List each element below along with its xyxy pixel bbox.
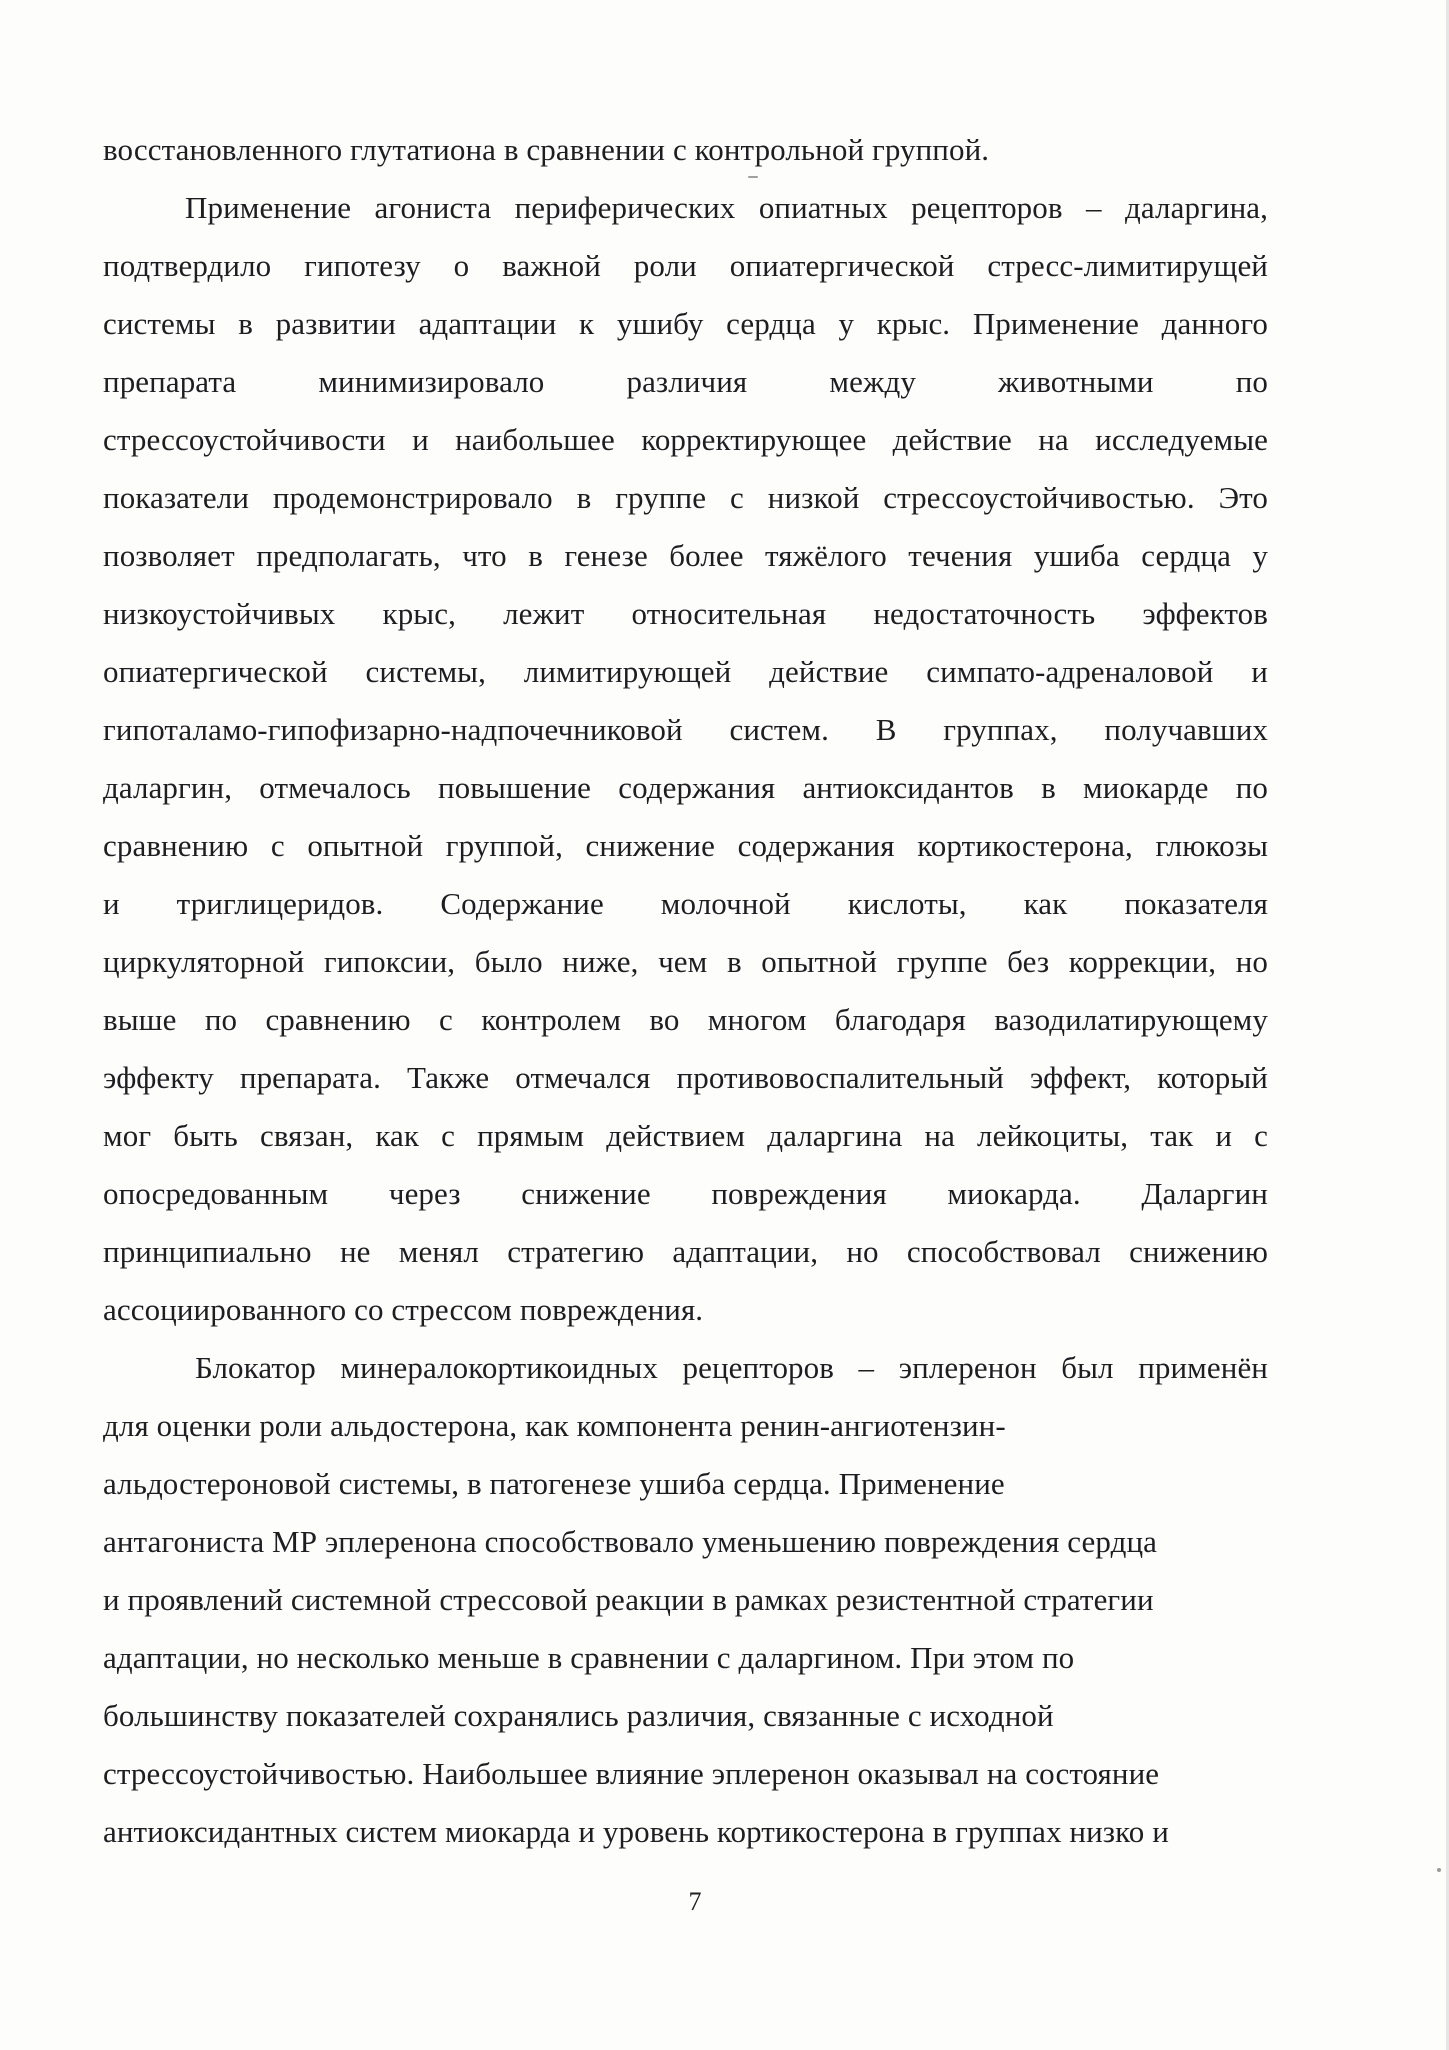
text-line: препарата минимизировало различия между животными по bbox=[103, 364, 1268, 399]
text-line: и проявлений системной стрессовой реакции в рамках резистентной стратегии bbox=[103, 1582, 1154, 1617]
text-line: ассоциированного со стрессом повреждения. bbox=[103, 1292, 704, 1327]
text-line: восстановленного глутатиона в сравнении с контрольной группой. bbox=[103, 132, 990, 167]
text-line: эффекту препарата. Также отмечался противовоспалительный эффект, который bbox=[103, 1060, 1268, 1095]
text-line: опосредованным через снижение повреждения миокарда. Даларгин bbox=[103, 1176, 1268, 1211]
text-line: адаптации, но несколько меньше в сравнении с даларгином. При этом по bbox=[103, 1640, 1075, 1675]
text-line: большинству показателей сохранялись различия, связанные с исходной bbox=[103, 1698, 1054, 1733]
text-line: опиатергической системы, лимитирующей действие симпато-адреналовой и bbox=[103, 654, 1268, 689]
page-number: 7 bbox=[688, 1887, 702, 1916]
text-line: принципиально не менял стратегию адаптации, но способствовал снижению bbox=[103, 1234, 1268, 1269]
text-line: стрессоустойчивостью. Наибольшее влияние эплеренон оказывал на состояние bbox=[103, 1756, 1160, 1791]
text-line: подтвердило гипотезу о важной роли опиатергической стресс-лимитирущей bbox=[103, 248, 1268, 283]
text-line: даларгин, отмечалось повышение содержания антиоксидантов в миокарде по bbox=[103, 770, 1268, 805]
text-line: сравнению с опытной группой, снижение содержания кортикостерона, глюкозы bbox=[103, 828, 1268, 863]
text-line: показатели продемонстрировало в группе с низкой стрессоустойчивостью. Это bbox=[103, 480, 1268, 515]
text-line: Применение агониста периферических опиатных рецепторов – даларгина, bbox=[185, 190, 1268, 225]
text-line: для оценки роли альдостерона, как компонента ренин-ангиотензин- bbox=[103, 1408, 1006, 1443]
text-line: и триглицеридов. Содержание молочной кислоты, как показателя bbox=[103, 886, 1268, 921]
scan-speck bbox=[748, 176, 758, 178]
text-line: выше по сравнению с контролем во многом благодаря вазодилатирующему bbox=[103, 1002, 1268, 1037]
text-line: низкоустойчивых крыс, лежит относительная недостаточность эффектов bbox=[103, 596, 1268, 631]
text-line: антагониста МР эплеренона способствовало уменьшению повреждения сердца bbox=[103, 1524, 1157, 1559]
text-line: позволяет предполагать, что в генезе более тяжёлого течения ушиба сердца у bbox=[103, 538, 1268, 573]
text-line: стрессоустойчивости и наибольшее корректирующее действие на исследуемые bbox=[103, 422, 1268, 457]
text-line: мог быть связан, как с прямым действием даларгина на лейкоциты, так и с bbox=[103, 1118, 1268, 1153]
text-line: антиоксидантных систем миокарда и уровень кортикостерона в группах низко и bbox=[103, 1814, 1169, 1849]
text-line: гипоталамо-гипофизарно-надпочечниковой систем. В группах, получавших bbox=[103, 712, 1268, 747]
text-line: системы в развитии адаптации к ушибу сердца у крыс. Применение данного bbox=[103, 306, 1268, 341]
text-line: Блокатор минералокортикоидных рецепторов – эплеренон был применён bbox=[195, 1350, 1268, 1385]
text-line: циркуляторной гипоксии, было ниже, чем в опытной группе без коррекции, но bbox=[103, 944, 1268, 979]
scan-speck bbox=[1437, 1868, 1441, 1872]
text-line: альдостероновой системы, в патогенезе ушиба сердца. Применение bbox=[103, 1466, 1005, 1501]
